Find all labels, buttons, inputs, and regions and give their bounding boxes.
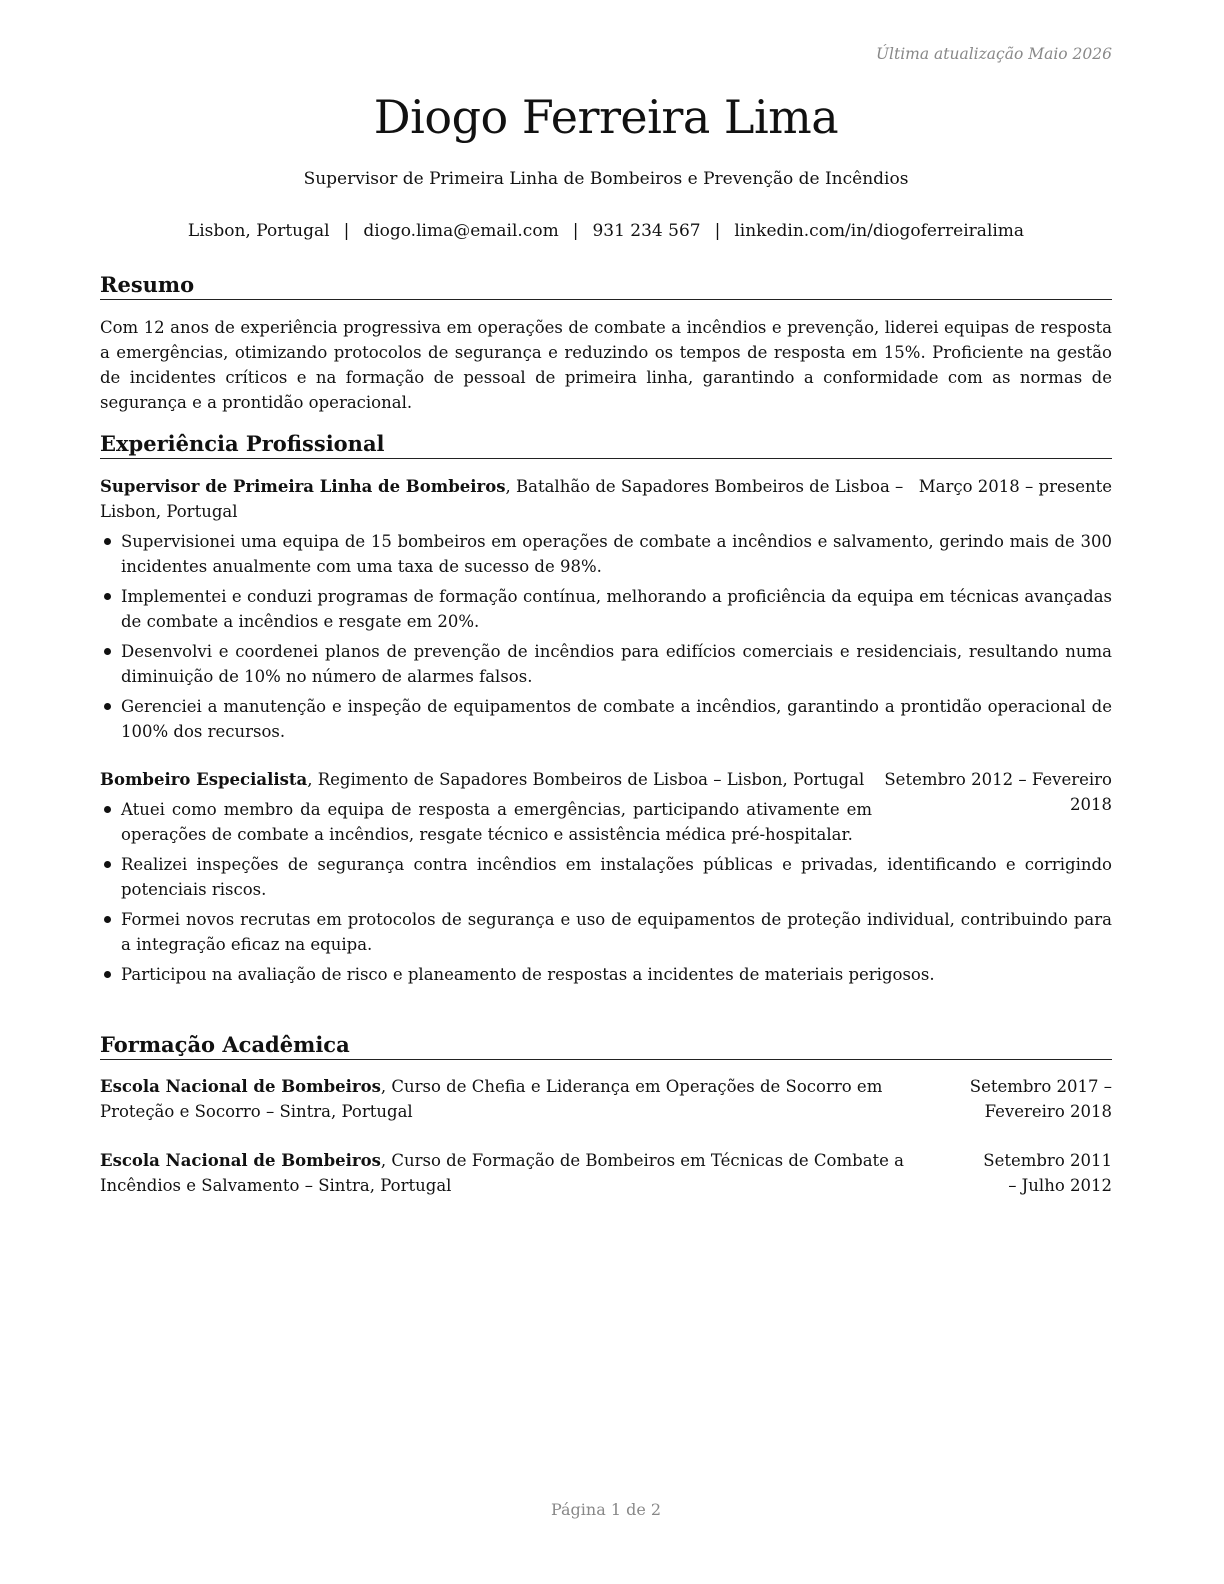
job-role: Bombeiro Especialista xyxy=(100,770,308,789)
job-org: , Regimento de Sapadores Bombeiros de Lisboa – Lisbon, Portugal xyxy=(307,770,865,789)
job-bullets xyxy=(100,797,1112,987)
job-dates: Março 2018 – presente xyxy=(918,477,1112,496)
education-header xyxy=(100,1074,1112,1124)
education-title: Formação Acadêmica xyxy=(100,1031,1112,1060)
job-header xyxy=(100,767,1112,814)
education-school: Escola Nacional de Bombeiros xyxy=(100,1077,381,1096)
job-header xyxy=(100,474,1112,524)
education-dates: Setembro 2011 – Julho 2012 xyxy=(983,1151,1112,1195)
job-dates: Setembro 2012 – Fevereiro 2018 xyxy=(884,770,1112,814)
bullet-icon xyxy=(104,861,111,868)
bullet-text: Atuei como membro da equipa de resposta a emergências, participando ativamente em operações de combate a incêndios, resgate técnico e assistência médica pré-hospitalar. xyxy=(121,800,872,844)
list-item xyxy=(100,962,1112,987)
bullet-text: Desenvolvi e coordenei planos de prevenção de incêndios para edifícios comerciais e residenciais, resultando numa diminuição de 10% no número de alarmes falsos. xyxy=(121,642,1112,686)
headline: Supervisor de Primeira Linha de Bombeiros e Prevenção de Incêndios xyxy=(303,169,909,189)
bullet-icon xyxy=(104,703,111,710)
contact-separator: | xyxy=(714,221,721,241)
list-item xyxy=(100,797,1112,847)
bullet-text: Participou na avaliação de risco e planeamento de respostas a incidentes de materiais perigosos. xyxy=(121,965,935,984)
resume-page xyxy=(100,0,1112,1584)
list-item xyxy=(100,694,1112,744)
summary-text: Com 12 anos de experiência progressiva em operações de combate a incêndios e prevenção, liderei equipas de resposta a emergências, otimizando protocolos de segurança e reduzindo os tempos de resposta em 15%. Proficiente na gestão de incidentes críticos e na formação de pessoal de primeira linha, garantindo a conformidade com as normas de segurança e a prontidão operacional. xyxy=(100,318,1112,412)
education-entry xyxy=(100,1148,1112,1198)
bullet-icon xyxy=(104,593,111,600)
contact-line xyxy=(100,218,1112,244)
education-course: , Curso de Formação de Bombeiros em Técnicas de Combate a Incêndios e Salvamento – Sintra, Portugal xyxy=(100,1151,905,1195)
education-course: , Curso de Chefia e Liderança em Operações de Socorro em Proteção e Socorro – Sintra, Portugal xyxy=(100,1077,883,1121)
bullet-icon xyxy=(104,806,111,813)
list-item xyxy=(100,907,1112,957)
bullet-icon xyxy=(104,971,111,978)
education-dates: Setembro 2017 – Fevereiro 2018 xyxy=(969,1077,1112,1121)
contact-separator: | xyxy=(572,221,579,241)
job-role: Supervisor de Primeira Linha de Bombeiros xyxy=(100,477,506,496)
summary-title: Resumo xyxy=(100,271,1112,300)
contact-location: Lisbon, Portugal xyxy=(187,221,330,241)
contact-separator: | xyxy=(343,221,350,241)
education-entry xyxy=(100,1074,1112,1124)
bullet-text: Realizei inspeções de segurança contra incêndios em instalações públicas e privadas, identificando e corrigindo potenciais riscos. xyxy=(121,855,1112,899)
job-entry xyxy=(100,767,1112,992)
job-org: , Batalhão de Sapadores Bombeiros de Lisboa – Lisbon, Portugal xyxy=(100,477,904,521)
list-item xyxy=(100,852,1112,902)
page-number: Página 1 de 2 xyxy=(550,1500,662,1519)
list-item xyxy=(100,639,1112,689)
contact-email[interactable]: diogo.lima@email.com xyxy=(363,221,559,241)
list-item xyxy=(100,529,1112,579)
contact-phone: 931 234 567 xyxy=(592,221,701,241)
contact-linkedin[interactable]: linkedin.com/in/diogoferreiralima xyxy=(734,221,1025,241)
bullet-text: Implementei e conduzi programas de formação contínua, melhorando a proficiência da equipa em técnicas avançadas de combate a incêndios e resgate em 20%. xyxy=(121,587,1112,631)
bullet-text: Formei novos recrutas em protocolos de segurança e uso de equipamentos de proteção individual, contribuindo para a integração eficaz na equipa. xyxy=(121,910,1112,954)
bullet-icon xyxy=(104,648,111,655)
education-school: Escola Nacional de Bombeiros xyxy=(100,1151,381,1170)
bullet-icon xyxy=(104,538,111,545)
job-bullets xyxy=(100,529,1112,744)
candidate-name: Diogo Ferreira Lima xyxy=(373,90,839,144)
list-item xyxy=(100,584,1112,634)
bullet-text: Gerenciei a manutenção e inspeção de equipamentos de combate a incêndios, garantindo a prontidão operacional de 100% dos recursos. xyxy=(121,697,1112,741)
education-header xyxy=(100,1148,1112,1198)
bullet-text: Supervisionei uma equipa de 15 bombeiros em operações de combate a incêndios e salvamento, gerindo mais de 300 incidentes anualmente com uma taxa de sucesso de 98%. xyxy=(121,532,1112,576)
bullet-icon xyxy=(104,916,111,923)
last-updated: Última atualização Maio 2026 xyxy=(875,45,1112,63)
job-entry xyxy=(100,474,1112,749)
experience-title: Experiência Profissional xyxy=(100,430,1112,459)
